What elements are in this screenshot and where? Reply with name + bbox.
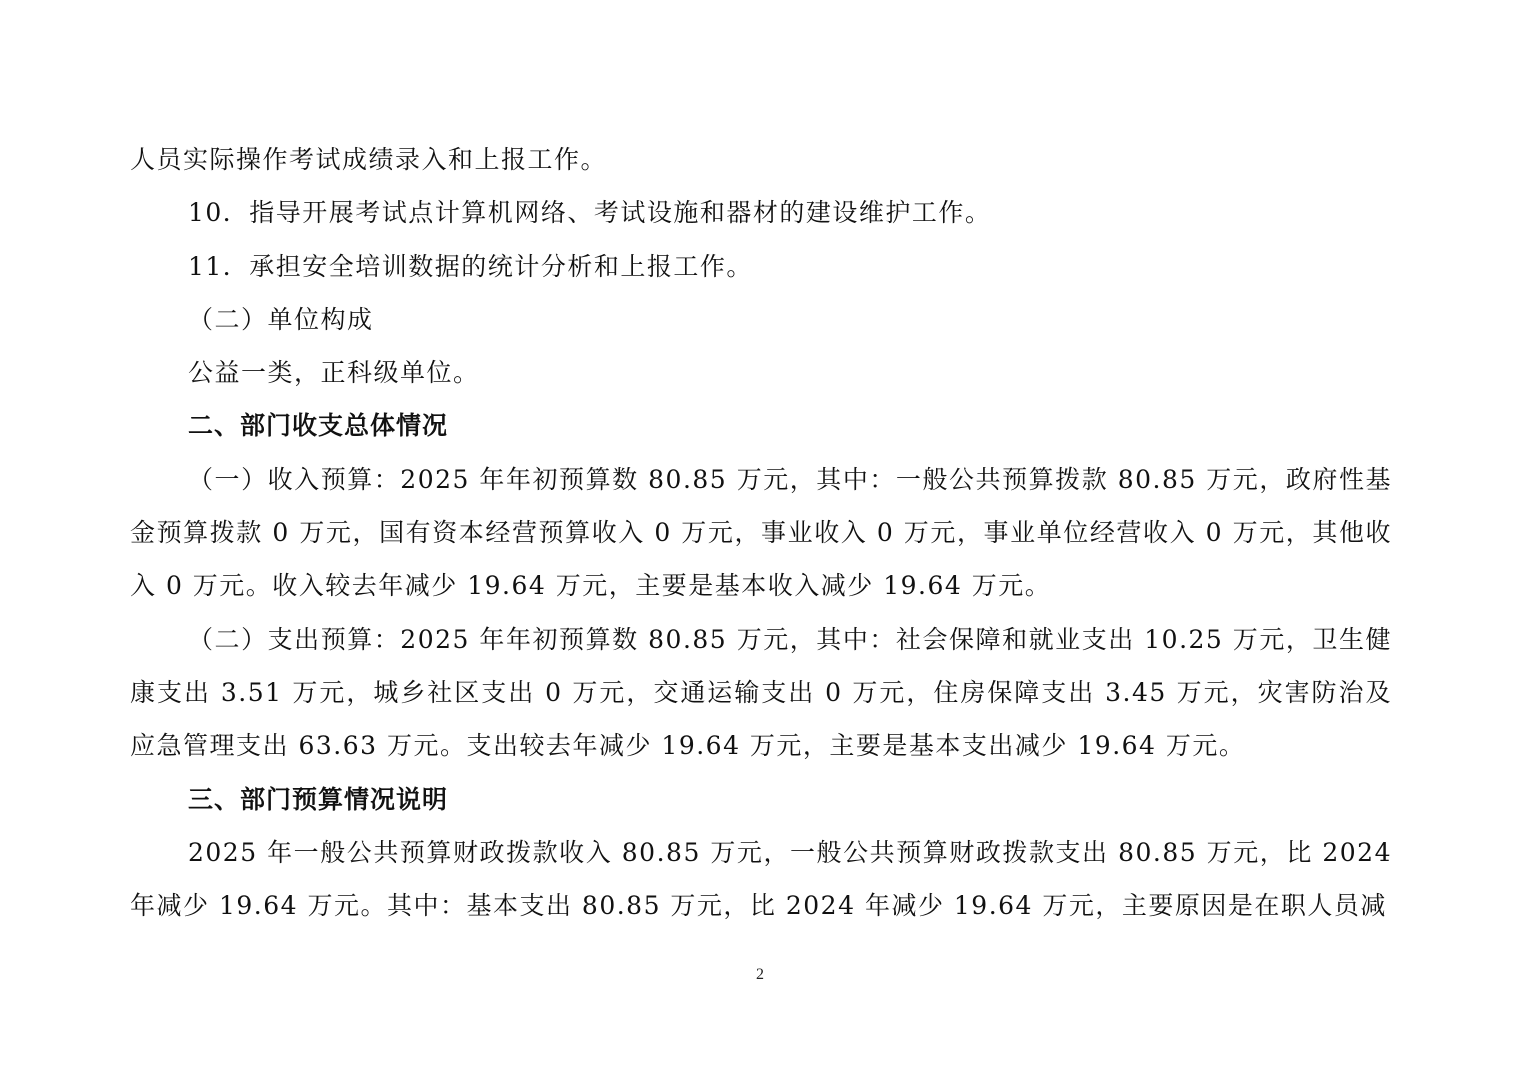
paragraph-unit-type: 公益一类，正科级单位。 — [188, 358, 480, 388]
document-body — [130, 133, 1392, 932]
section-heading-budget-explanation: 三、部门预算情况说明 — [188, 784, 449, 814]
subheading-unit-composition: （二）单位构成 — [188, 304, 374, 334]
paragraph-general-budget: 2025 年一般公共预算财政拨款收入 80.85 万元，一般公共预算财政拨款支出 80.85 万元，比 2024 年减少 19.64 万元。其中：基本支出 80.85 万元，比 2024 年减少 19.64 万元，主要原因是在职人员减 — [130, 837, 1392, 921]
page-number: 2 — [756, 966, 764, 983]
paragraph-item-10: 10．指导开展考试点计算机网络、考试设施和器材的建设维护工作。 — [188, 198, 992, 228]
paragraph-income-budget: （一）收入预算：2025 年年初预算数 80.85 万元，其中：一般公共预算拨款 80.85 万元，政府性基金预算拨款 0 万元，国有资本经营预算收入 0 万元，事业收入 0 万元，事业单位经营收入 0 万元，其他收入 0 万元。收入较去年减少 19.64 万元，主要是基本收入减少 19.64 万元。 — [130, 464, 1392, 601]
section-heading-budget-overview: 二、部门收支总体情况 — [188, 411, 449, 441]
paragraph-continuation: 人员实际操作考试成绩录入和上报工作。 — [130, 145, 608, 174]
paragraph-item-11: 11．承担安全培训数据的统计分析和上报工作。 — [188, 251, 753, 281]
paragraph-expenditure-budget: （二）支出预算：2025 年年初预算数 80.85 万元，其中：社会保障和就业支出 10.25 万元，卫生健康支出 3.51 万元，城乡社区支出 0 万元，交通运输支出 0 万元，住房保障支出 3.45 万元，灾害防治及应急管理支出 63.63 万元。支出较去年减少 19.64 万元，主要是基本支出减少 19.64 万元。 — [130, 624, 1392, 761]
